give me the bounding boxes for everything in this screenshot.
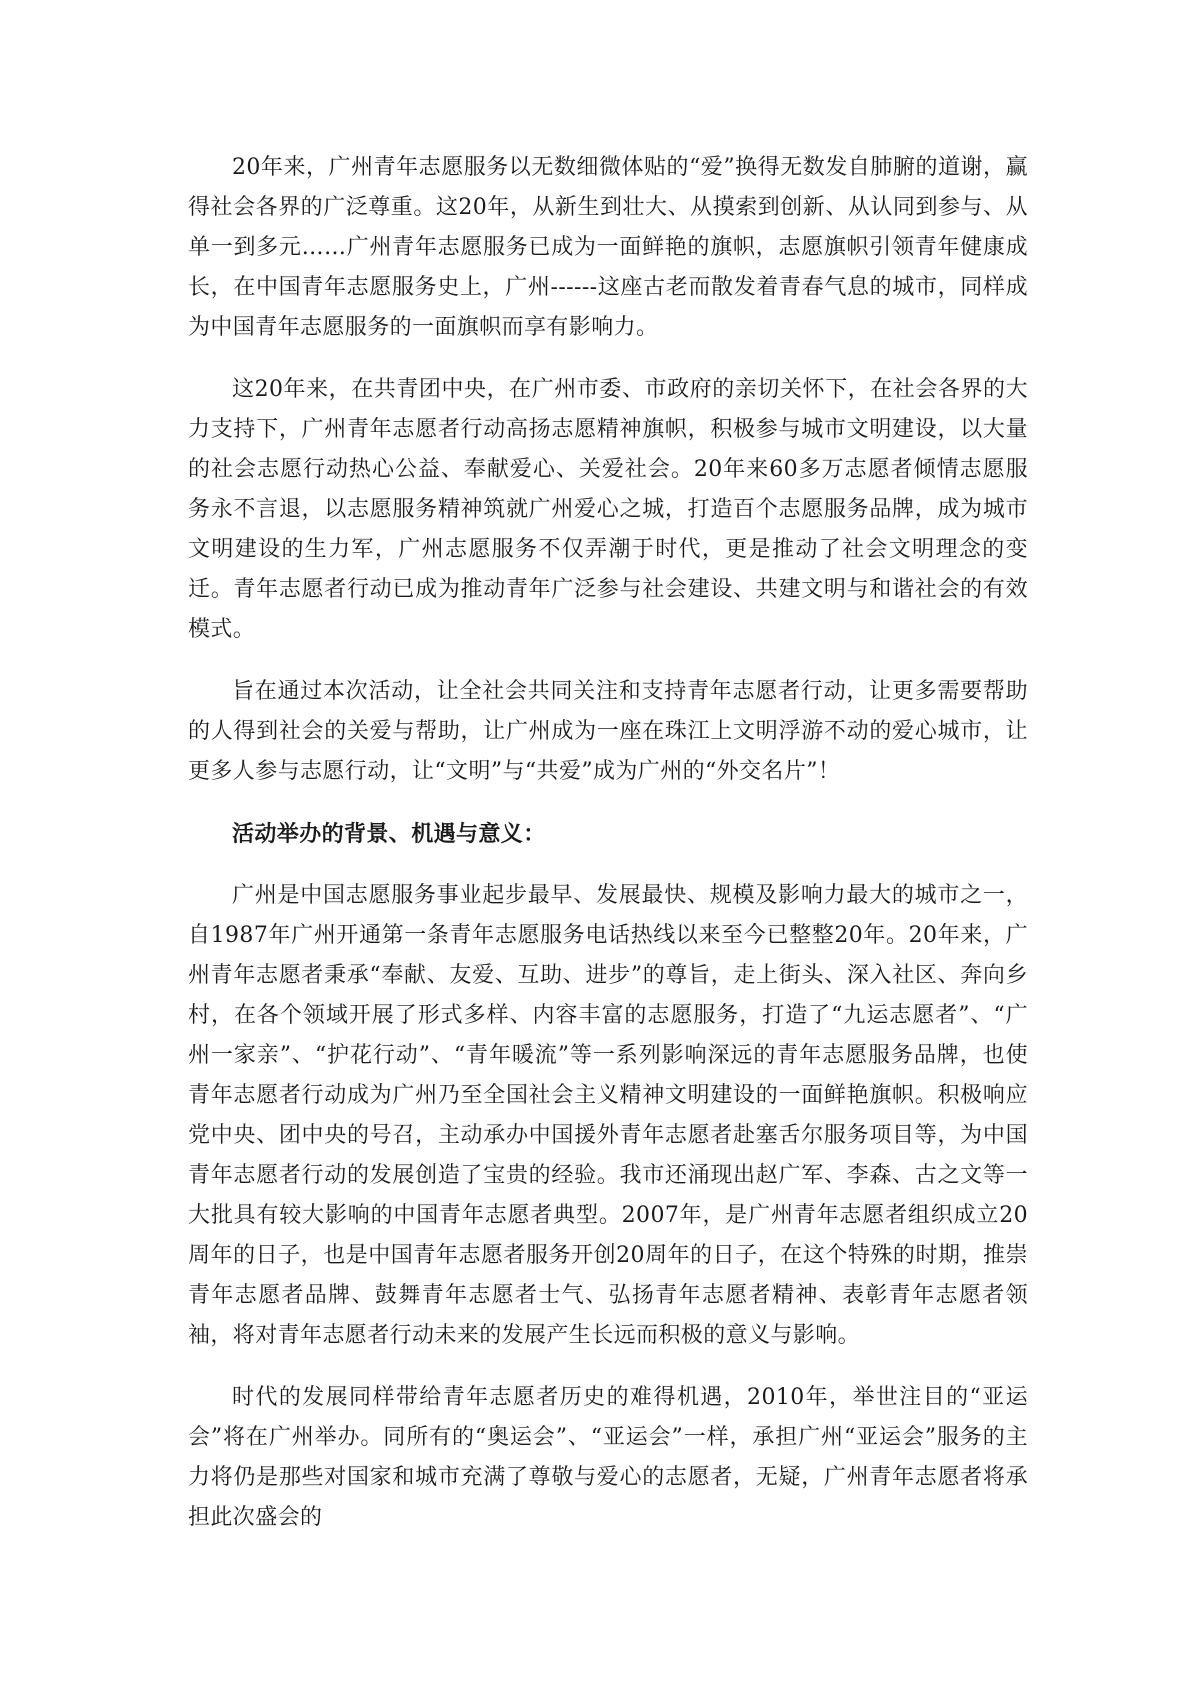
document-body	[188, 148, 1028, 1560]
paragraph-care-and-support: 这20年来，在共青团中央，在广州市委、市政府的亲切关怀下，在社会各界的大力支持下，广州青年志愿者行动高扬志愿精神旗帜，积极参与城市文明建设，以大量的社会志愿行动热心公益、奉献爱心、关爱社会。20年来60多万志愿者倾情志愿服务永不言退，以志愿服务精神筑就广州爱心之城，打造百个志愿服务品牌，成为城市文明建设的生力军，广州志愿服务不仅弄潮于时代，更是推动了社会文明理念的变迁。青年志愿者行动已成为推动青年广泛参与社会建设、共建文明与和谐社会的有效模式。	[188, 377, 1028, 642]
paragraph-background: 广州是中国志愿服务事业起步最早、发展最快、规模及影响力最大的城市之一，自1987年广州开通第一条青年志愿服务电话热线以来至今已整整20年。20年来，广州青年志愿者秉承“奉献、友爱、互助、进步”的尊旨，走上街头、深入社区、奔向乡村，在各个领域开展了形式多样、内容丰富的志愿服务，打造了“九运志愿者”、“广州一家亲”、“护花行动”、“青年暖流”等一系列影响深远的青年志愿服务品牌，也使青年志愿者行动成为广州乃至全国社会主义精神文明建设的一面鲜艳旗帜。积极响应党中央、团中央的号召，主动承办中国援外青年志愿者赴塞舌尔服务项目等，为中国青年志愿者行动的发展创造了宝贵的经验。我市还涌现出赵广军、李森、古之文等一大批具有较大影响的中国青年志愿者典型。2007年，是广州青年志愿者组织成立20周年的日子，也是中国青年志愿者服务开创20周年的日子，在这个特殊的时期，推崇青年志愿者品牌、鼓舞青年志愿者士气、弘扬青年志愿者精神、表彰青年志愿者领袖，将对青年志愿者行动未来的发展产生长远而积极的意义与影响。	[188, 883, 1028, 1348]
section-heading: 活动举办的背景、机遇与意义：	[232, 821, 546, 847]
paragraph-activity-purpose: 旨在通过本次活动，让全社会共同关注和支持青年志愿者行动，让更多需要帮助的人得到社会的关爱与帮助，让广州成为一座在珠江上文明浮游不动的爱心城市，让更多人参与志愿行动，让“文明”与“共爱”成为广州的“外交名片”！	[188, 679, 1028, 784]
paragraph-asian-games: 时代的发展同样带给青年志愿者历史的难得机遇，2010年，举世注目的“亚运会”将在广州举办。同所有的“奥运会”、“亚运会”一样，承担广州“亚运会”服务的主力将仍是那些对国家和城市充满了尊敬与爱心的志愿者，无疑，广州青年志愿者将承担此次盛会的	[188, 1385, 1028, 1530]
paragraph-twenty-years: 20年来，广州青年志愿服务以无数细微体贴的“爱”换得无数发自肺腑的道谢，赢得社会各界的广泛尊重。这20年，从新生到壮大、从摸索到创新、从认同到参与、从单一到多元……广州青年志愿服务已成为一面鲜艳的旗帜，志愿旗帜引领青年健康成长，在中国青年志愿服务史上，广州------这座古老而散发着青春气息的城市，同样成为中国青年志愿服务的一面旗帜而享有影响力。	[188, 155, 1028, 340]
